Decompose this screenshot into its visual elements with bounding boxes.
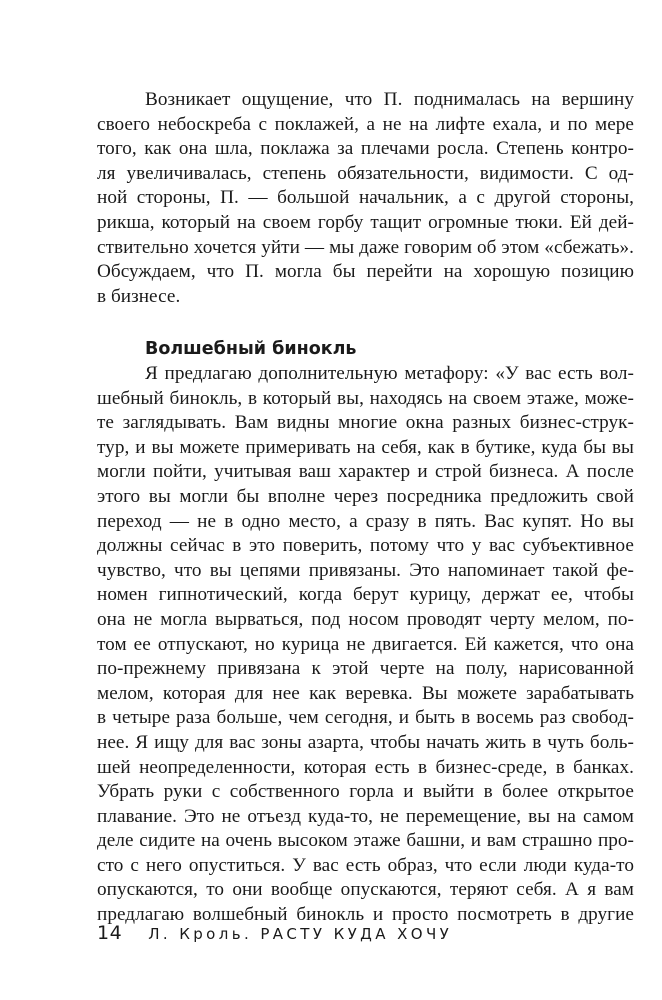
text-line: опускаются, то они вообще опускаются, теряют себя. А я вам [97, 879, 634, 901]
text-line: она не могла вырваться, под носом проводят черту мелом, по- [97, 608, 634, 630]
text-line: Я предлагаю дополнительную метафору: «У вас есть вол- [145, 363, 634, 384]
paragraph-1 [97, 88, 634, 309]
text-line: ной стороны, П. — большой начальник, а с другой стороны, [97, 187, 634, 209]
text-line: в четыре раза больше, чем сегодня, и быть в восемь раз свобод- [97, 707, 634, 729]
paragraph-2 [97, 362, 634, 928]
text-line: должны сейчас в это поверить, потому что у вас субъективное [97, 535, 634, 557]
text-line: чувство, что вы цепями привязаны. Это напоминает такой фе- [97, 559, 634, 581]
text-line: те заглядывать. Вам видны многие окна разных бизнес-струк- [97, 412, 634, 434]
text-line: своего небоскреба с поклажей, а не на лифте ехала, и по мере [97, 113, 634, 135]
text-line: могли пойти, учитывая ваш характер и строй бизнеса. А после [97, 461, 634, 483]
page-footer [97, 922, 452, 944]
text-line: рикша, который на своем горбу тащит огромные тюки. Ей дей- [97, 211, 634, 233]
running-title: Л. Кроль. РАСТУ КУДА ХОЧУ [148, 925, 453, 943]
text-line: по-прежнему привязана к этой черте на полу, нарисованной [97, 658, 634, 680]
text-line: ля увеличивалась, степень обязательности, видимости. С од- [97, 162, 634, 184]
text-line: сто с него опуститься. У вас есть образ, что если люди куда-то [97, 854, 634, 876]
text-line: предлагаю волшебный бинокль и просто посмотреть в другие [97, 904, 634, 926]
text-line: нее. Я ищу для вас зоны азарта, чтобы начать жить в чуть боль- [97, 731, 634, 753]
section-heading: Волшебный бинокль [145, 339, 357, 359]
text-line: Убрать руки с собственного горла и выйти в более открытое [97, 781, 634, 803]
text-line: номен гипнотический, когда берут курицу, держат ее, чтобы [97, 584, 634, 606]
page-number: 14 [97, 922, 123, 944]
text-line: Обсуждаем, что П. могла бы перейти на хорошую позицию [97, 261, 634, 283]
text-line: плавание. Это не отъезд куда-то, не перемещение, вы на самом [97, 805, 634, 827]
text-line: мелом, которая для нее как веревка. Вы можете зарабатывать [97, 682, 634, 704]
text-line: том ее отпускают, но курица не двигается. Ей кажется, что она [97, 633, 634, 655]
text-line: того, как она шла, поклажа за плечами росла. Степень контро- [97, 138, 634, 160]
text-line: этого вы могли бы вполне через посредника предложить свой [97, 485, 634, 507]
text-line: шебный бинокль, в который вы, находясь на своем этаже, може- [97, 387, 634, 409]
text-line: ствительно хочется уйти — мы даже говорим об этом «сбежать». [97, 236, 634, 258]
text-line: переход — не в одно место, а сразу в пять. Вас купят. Но вы [97, 510, 634, 532]
text-line: шей неопределенности, которая есть в бизнес-среде, в банках. [97, 756, 634, 778]
text-line: тур, и вы можете примеривать на себя, как в бутике, куда бы вы [97, 436, 634, 458]
text-line: в бизнесе. [97, 285, 181, 307]
text-line: деле сидите на очень высоком этаже башни, и вам страшно про- [97, 830, 634, 852]
text-line: Возникает ощущение, что П. поднималась на вершину [145, 89, 634, 110]
